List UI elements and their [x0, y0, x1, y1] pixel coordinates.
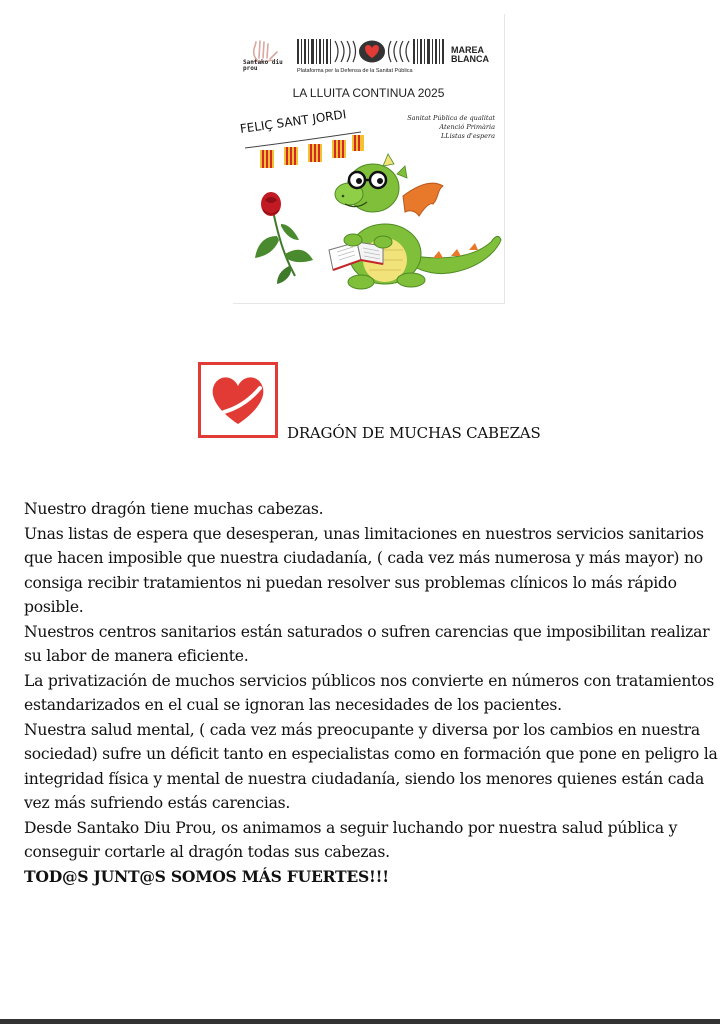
paragraph: Nuestros centros sanitarios están saturados o sufren carencias que imposibilitan realizar su labor de manera eficiente. [24, 622, 710, 665]
sant-jordi-greeting: FELIÇ SANT JORDI [239, 107, 348, 136]
paragraph: Nuestro dragón tiene muchas cabezas. [24, 500, 324, 518]
senyera-bunting-icon [245, 132, 364, 168]
closing-slogan: TOD@S JUNT@S SOMOS MÁS FUERTES!!! [24, 866, 389, 886]
campaign-title: LA LLUITA CONTINUA 2025 [292, 86, 445, 100]
paragraph: La privatización de muchos servicios públicos nos convierte en números con tratamientos estandarizados en el cual se ignoran las necesidades de los pacientes. [24, 671, 715, 714]
heart-logo-icon [198, 362, 278, 438]
campaign-poster [233, 14, 505, 304]
paragraph: Nuestra salud mental, ( cada vez más preocupante y diversa por los cambios en nuestra sociedad) sufre un déficit tanto en especialistas como en formación que pone en peligro la integridad física y mental de nuestra ciudadanía, siendo los menores quienes están cada vez más sufriendo estás carencias. [24, 720, 718, 812]
article-body [24, 497, 720, 889]
bottom-edge-bar [0, 1019, 720, 1024]
demand-item: LListas d'espera [440, 132, 495, 140]
dragon-icon [329, 154, 501, 289]
paragraph: Unas listas de espera que desesperan, unas limitaciones en nuestros servicios sanitarios que hacen imposible que nuestra ciudadanía, ( cada vez más numerosa y más mayor) no consiga recibir tratamientos ni puedan resolver sus problemas clínicos lo más rápido posible. [24, 524, 704, 616]
rose-icon [255, 192, 313, 284]
platform-subtitle: Plataforma per la Defensa de la Sanitat Pública [297, 68, 413, 74]
marea-blanca-logo-text: MAREA BLANCA [451, 45, 489, 64]
santako-logo-text: Santako diu prou [243, 59, 283, 72]
demand-item: Atenció Primària [439, 123, 495, 131]
article-title: DRAGÓN DE MUCHAS CABEZAS [287, 424, 541, 442]
sant-jordi-illustration [233, 14, 504, 303]
paragraph: Desde Santako Diu Prou, os animamos a seguir luchando por nuestra salud pública y conseguir cortarle al dragón todas sus cabezas. [24, 818, 678, 861]
demand-item: Sanitat Pública de qualitat [407, 114, 495, 122]
